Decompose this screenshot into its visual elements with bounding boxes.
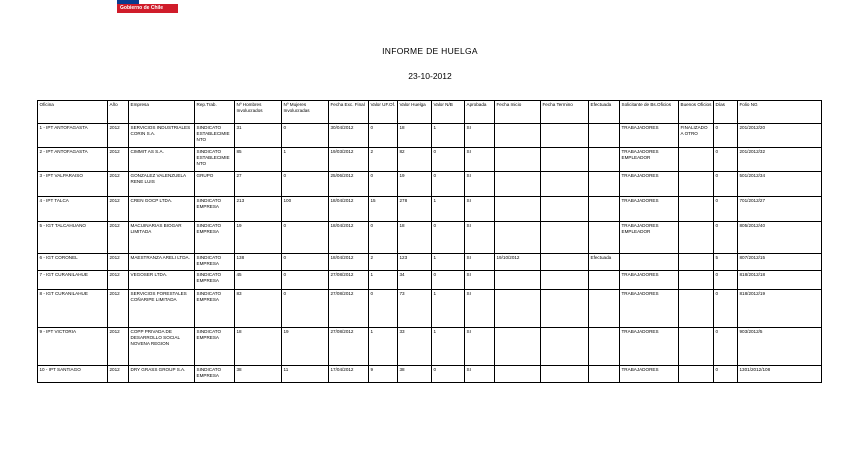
cell-anio: 2012 <box>108 197 129 222</box>
cell-fecha-exc: 27/08/2012 <box>329 271 369 290</box>
cell-valor-nb: 1 <box>432 124 465 148</box>
cell-empresa: SERVICIOS INDUSTRIALES CORIN S.A. <box>129 124 195 148</box>
cell-mujeres: 19 <box>282 328 329 366</box>
cell-valor-uf: 0 <box>369 290 398 328</box>
cell-fecha-termino <box>541 172 589 197</box>
cell-valor-uf: 2 <box>369 254 398 271</box>
cell-solicitante: TRABAJADORES <box>620 124 679 148</box>
cell-valor-nb: 0 <box>432 366 465 383</box>
cell-dias: 0 <box>714 148 738 172</box>
cell-valor-nb: 0 <box>432 148 465 172</box>
header-fecha-termino: Fecha Termino <box>541 101 589 124</box>
cell-fecha-exc: 18/04/2012 <box>329 222 369 254</box>
cell-empresa: MAESTRANZA ARELI LTDA. <box>129 254 195 271</box>
cell-hombres: 83 <box>235 290 282 328</box>
cell-fecha-termino <box>541 148 589 172</box>
cell-fecha-inicio <box>495 222 541 254</box>
cell-hombres: 213 <box>235 197 282 222</box>
cell-efectuada: Efectuada <box>589 254 620 271</box>
cell-rep-trab: SINDICATO EMPRESA <box>195 290 235 328</box>
cell-oficina: 7 - IGT CURANILAHUE <box>38 271 108 290</box>
cell-dias: 0 <box>714 290 738 328</box>
cell-buenos-oficios: FINALIZADO A OTRO <box>679 124 714 148</box>
cell-fecha-termino <box>541 328 589 366</box>
header-hombres: Nº Hombres Involucrados <box>235 101 282 124</box>
cell-mujeres: 0 <box>282 290 329 328</box>
cell-aprobada: SI <box>465 366 495 383</box>
cell-oficina: 2 - IPT ANTOFAGASTA <box>38 148 108 172</box>
cell-mujeres: 1 <box>282 148 329 172</box>
cell-valor-nb: 0 <box>432 271 465 290</box>
cell-solicitante: TRABAJADORES EMPLEADOR <box>620 148 679 172</box>
table-header-row <box>38 101 822 124</box>
cell-rep-trab: SINDICATO EMPRESA <box>195 271 235 290</box>
cell-solicitante: TRABAJADORES <box>620 197 679 222</box>
cell-fecha-inicio <box>495 148 541 172</box>
header-valor-huelga: Valor Huelga <box>398 101 432 124</box>
cell-empresa: CIMMIT AS S.A. <box>129 148 195 172</box>
cell-anio: 2012 <box>108 254 129 271</box>
cell-aprobada: SI <box>465 271 495 290</box>
cell-valor-uf: 1 <box>369 271 398 290</box>
table-row <box>38 328 822 366</box>
cell-buenos-oficios <box>679 366 714 383</box>
cell-efectuada <box>589 172 620 197</box>
cell-empresa: GONZALEZ VALENZUELA RENE LUIS <box>129 172 195 197</box>
cell-efectuada <box>589 328 620 366</box>
report-date: 23-10-2012 <box>408 71 452 81</box>
cell-efectuada <box>589 222 620 254</box>
cell-fecha-exc: 25/06/2012 <box>329 172 369 197</box>
cell-valor-huelga: 278 <box>398 197 432 222</box>
cell-fecha-inicio <box>495 366 541 383</box>
cell-valor-uf: 1 <box>369 328 398 366</box>
cell-aprobada: SI <box>465 197 495 222</box>
cell-rep-trab: SINDICATO EMPRESA <box>195 366 235 383</box>
cell-valor-uf: 2 <box>369 148 398 172</box>
cell-folio: 818/2012/19 <box>738 290 822 328</box>
cell-fecha-exc: 18/04/2012 <box>329 197 369 222</box>
cell-fecha-inicio <box>495 124 541 148</box>
cell-solicitante <box>620 254 679 271</box>
cell-buenos-oficios <box>679 290 714 328</box>
cell-valor-huelga: 123 <box>398 254 432 271</box>
table-row <box>38 172 822 197</box>
table-row <box>38 124 822 148</box>
cell-anio: 2012 <box>108 366 129 383</box>
cell-oficina: 4 - IPT TALCA <box>38 197 108 222</box>
cell-hombres: 27 <box>235 172 282 197</box>
cell-dias: 0 <box>714 222 738 254</box>
header-oficina: Oficina <box>38 101 108 124</box>
cell-fecha-exc: 27/08/2012 <box>329 328 369 366</box>
cell-anio: 2012 <box>108 290 129 328</box>
cell-hombres: 19 <box>235 222 282 254</box>
cell-buenos-oficios <box>679 172 714 197</box>
cell-folio: 201/2012/20 <box>738 124 822 148</box>
cell-empresa: MACUINARIAS BIOGAR LIMITADA <box>129 222 195 254</box>
header-valor-nb: Valor N/B <box>432 101 465 124</box>
cell-buenos-oficios <box>679 271 714 290</box>
header-solicitante: Solicitante de Bs.Oficios <box>620 101 679 124</box>
strike-report-table <box>37 100 822 383</box>
cell-valor-nb: 0 <box>432 172 465 197</box>
cell-mujeres: 11 <box>282 366 329 383</box>
cell-mujeres: 0 <box>282 124 329 148</box>
gobierno-logo <box>117 0 178 13</box>
cell-fecha-exc: 19/03/2012 <box>329 148 369 172</box>
cell-empresa: CREN GOCP LTDA. <box>129 197 195 222</box>
cell-efectuada <box>589 124 620 148</box>
cell-valor-huelga: 73 <box>398 290 432 328</box>
cell-oficina: 10 - IPT SANTIAGO <box>38 366 108 383</box>
cell-dias: 0 <box>714 172 738 197</box>
cell-valor-huelga: 18 <box>398 124 432 148</box>
cell-rep-trab: SINDICATO EMPRESA <box>195 254 235 271</box>
cell-dias: 0 <box>714 124 738 148</box>
cell-aprobada: SI <box>465 290 495 328</box>
cell-oficina: 8 - IGT CURANILAHUE <box>38 290 108 328</box>
cell-aprobada: SI <box>465 222 495 254</box>
cell-anio: 2012 <box>108 172 129 197</box>
cell-fecha-exc: 17/04/2012 <box>329 366 369 383</box>
cell-valor-huelga: 33 <box>398 328 432 366</box>
cell-fecha-termino <box>541 366 589 383</box>
cell-oficina: 5 - IGT TALCAHUANO <box>38 222 108 254</box>
cell-valor-uf: 15 <box>369 197 398 222</box>
table-row <box>38 197 822 222</box>
cell-oficina: 3 - IPT VALPARAISO <box>38 172 108 197</box>
cell-dias: 5 <box>714 254 738 271</box>
cell-oficina: 1 - IPT ANTOFAGASTA <box>38 124 108 148</box>
cell-folio: 501/2012/34 <box>738 172 822 197</box>
cell-valor-nb: 1 <box>432 254 465 271</box>
table-row <box>38 222 822 254</box>
table-row <box>38 271 822 290</box>
cell-solicitante: TRABAJADORES EMPLEADOR <box>620 222 679 254</box>
table-row <box>38 290 822 328</box>
cell-hombres: 85 <box>235 148 282 172</box>
cell-aprobada: SI <box>465 148 495 172</box>
report-title: INFORME DE HUELGA <box>382 46 478 56</box>
cell-hombres: 18 <box>235 328 282 366</box>
table-row <box>38 148 822 172</box>
cell-fecha-termino <box>541 197 589 222</box>
cell-valor-huelga: 18 <box>398 222 432 254</box>
cell-mujeres: 100 <box>282 197 329 222</box>
cell-dias: 0 <box>714 328 738 366</box>
cell-efectuada <box>589 290 620 328</box>
cell-folio: 201/2012/32 <box>738 148 822 172</box>
cell-valor-huelga: 34 <box>398 271 432 290</box>
header-aprobada: Aprobada <box>465 101 495 124</box>
cell-buenos-oficios <box>679 254 714 271</box>
cell-solicitante: TRABAJADORES <box>620 290 679 328</box>
logo-text: Gobierno de Chile <box>120 5 164 11</box>
cell-hombres: 45 <box>235 271 282 290</box>
cell-solicitante: TRABAJADORES <box>620 172 679 197</box>
table-body <box>38 124 822 383</box>
cell-mujeres: 0 <box>282 271 329 290</box>
cell-fecha-exc: 18/04/2012 <box>329 254 369 271</box>
cell-buenos-oficios <box>679 222 714 254</box>
cell-folio: 701/2012/27 <box>738 197 822 222</box>
cell-fecha-termino <box>541 271 589 290</box>
cell-buenos-oficios <box>679 328 714 366</box>
cell-buenos-oficios <box>679 148 714 172</box>
cell-anio: 2012 <box>108 148 129 172</box>
cell-solicitante: TRABAJADORES <box>620 366 679 383</box>
cell-solicitante: TRABAJADORES <box>620 328 679 366</box>
cell-fecha-termino <box>541 222 589 254</box>
cell-rep-trab: SINDICATO ESTABLECIMIENTO <box>195 148 235 172</box>
header-valor-uf: Valor UF.Of. <box>369 101 398 124</box>
cell-hombres: 31 <box>235 124 282 148</box>
header-buenos-oficios: Buenos Oficios <box>679 101 714 124</box>
header-anio: Año <box>108 101 129 124</box>
cell-efectuada <box>589 271 620 290</box>
cell-hombres: 138 <box>235 254 282 271</box>
cell-valor-uf: 0 <box>369 222 398 254</box>
cell-mujeres: 0 <box>282 254 329 271</box>
cell-rep-trab: GRUPO <box>195 172 235 197</box>
cell-aprobada: SI <box>465 124 495 148</box>
cell-oficina: 9 - IPT VICTORIA <box>38 328 108 366</box>
cell-efectuada <box>589 148 620 172</box>
cell-fecha-exc: 27/08/2012 <box>329 290 369 328</box>
header-mujeres: Nº Mujeres Involucradas <box>282 101 329 124</box>
cell-anio: 2012 <box>108 328 129 366</box>
cell-aprobada: SI <box>465 172 495 197</box>
cell-aprobada: SI <box>465 328 495 366</box>
cell-anio: 2012 <box>108 222 129 254</box>
header-folio: Folio NG <box>738 101 822 124</box>
cell-valor-nb: 1 <box>432 197 465 222</box>
header-dias: Días <box>714 101 738 124</box>
cell-valor-uf: 0 <box>369 124 398 148</box>
cell-valor-uf: 9 <box>369 366 398 383</box>
cell-aprobada: SI <box>465 254 495 271</box>
header-rep-trab: Rep.Trab. <box>195 101 235 124</box>
header-empresa: Empresa <box>129 101 195 124</box>
cell-folio: 1301/2012/108 <box>738 366 822 383</box>
cell-valor-nb: 1 <box>432 328 465 366</box>
cell-rep-trab: SINDICATO EMPRESA <box>195 328 235 366</box>
cell-valor-huelga: 38 <box>398 366 432 383</box>
cell-valor-uf: 0 <box>369 172 398 197</box>
cell-empresa: DRY GRASS GROUP S.A. <box>129 366 195 383</box>
cell-fecha-termino <box>541 254 589 271</box>
cell-valor-nb: 0 <box>432 222 465 254</box>
cell-fecha-inicio <box>495 172 541 197</box>
cell-empresa: SERVICIOS FORESTALES COÑARIPE LIMITADA <box>129 290 195 328</box>
cell-dias: 0 <box>714 366 738 383</box>
cell-fecha-inicio <box>495 328 541 366</box>
cell-mujeres: 0 <box>282 172 329 197</box>
cell-solicitante: TRABAJADORES <box>620 271 679 290</box>
cell-fecha-inicio <box>495 271 541 290</box>
cell-dias: 0 <box>714 197 738 222</box>
cell-anio: 2012 <box>108 271 129 290</box>
cell-fecha-exc: 30/04/2012 <box>329 124 369 148</box>
cell-buenos-oficios <box>679 197 714 222</box>
cell-folio: 903/2012/5 <box>738 328 822 366</box>
cell-efectuada <box>589 197 620 222</box>
cell-folio: 818/2012/18 <box>738 271 822 290</box>
cell-oficina: 6 - IGT CORONEL <box>38 254 108 271</box>
cell-fecha-termino <box>541 124 589 148</box>
cell-anio: 2012 <box>108 124 129 148</box>
cell-rep-trab: SINDICATO EMPRESA <box>195 197 235 222</box>
cell-rep-trab: SINDICATO ESTABLECIMIENTO <box>195 124 235 148</box>
cell-valor-nb: 1 <box>432 290 465 328</box>
cell-hombres: 38 <box>235 366 282 383</box>
cell-efectuada <box>589 366 620 383</box>
cell-valor-huelga: 19 <box>398 172 432 197</box>
header-fecha-inicio: Fecha Inicio <box>495 101 541 124</box>
cell-fecha-inicio: 19/10/2012 <box>495 254 541 271</box>
cell-folio: 805/2012/40 <box>738 222 822 254</box>
cell-folio: 807/2012/15 <box>738 254 822 271</box>
table-row <box>38 254 822 271</box>
cell-fecha-inicio <box>495 197 541 222</box>
header-efectuada: Efectuada <box>589 101 620 124</box>
cell-empresa: COPP PRIVADA DE DESARROLLO SOCIAL NOVENA REGION <box>129 328 195 366</box>
cell-empresa: VEGOSER LTDA. <box>129 271 195 290</box>
cell-fecha-termino <box>541 290 589 328</box>
header-fecha-exc: Fecha Exc. Final <box>329 101 369 124</box>
cell-rep-trab: SINDICATO EMPRESA <box>195 222 235 254</box>
cell-fecha-inicio <box>495 290 541 328</box>
cell-valor-huelga: 82 <box>398 148 432 172</box>
table-row <box>38 366 822 383</box>
cell-mujeres: 0 <box>282 222 329 254</box>
cell-dias: 0 <box>714 271 738 290</box>
